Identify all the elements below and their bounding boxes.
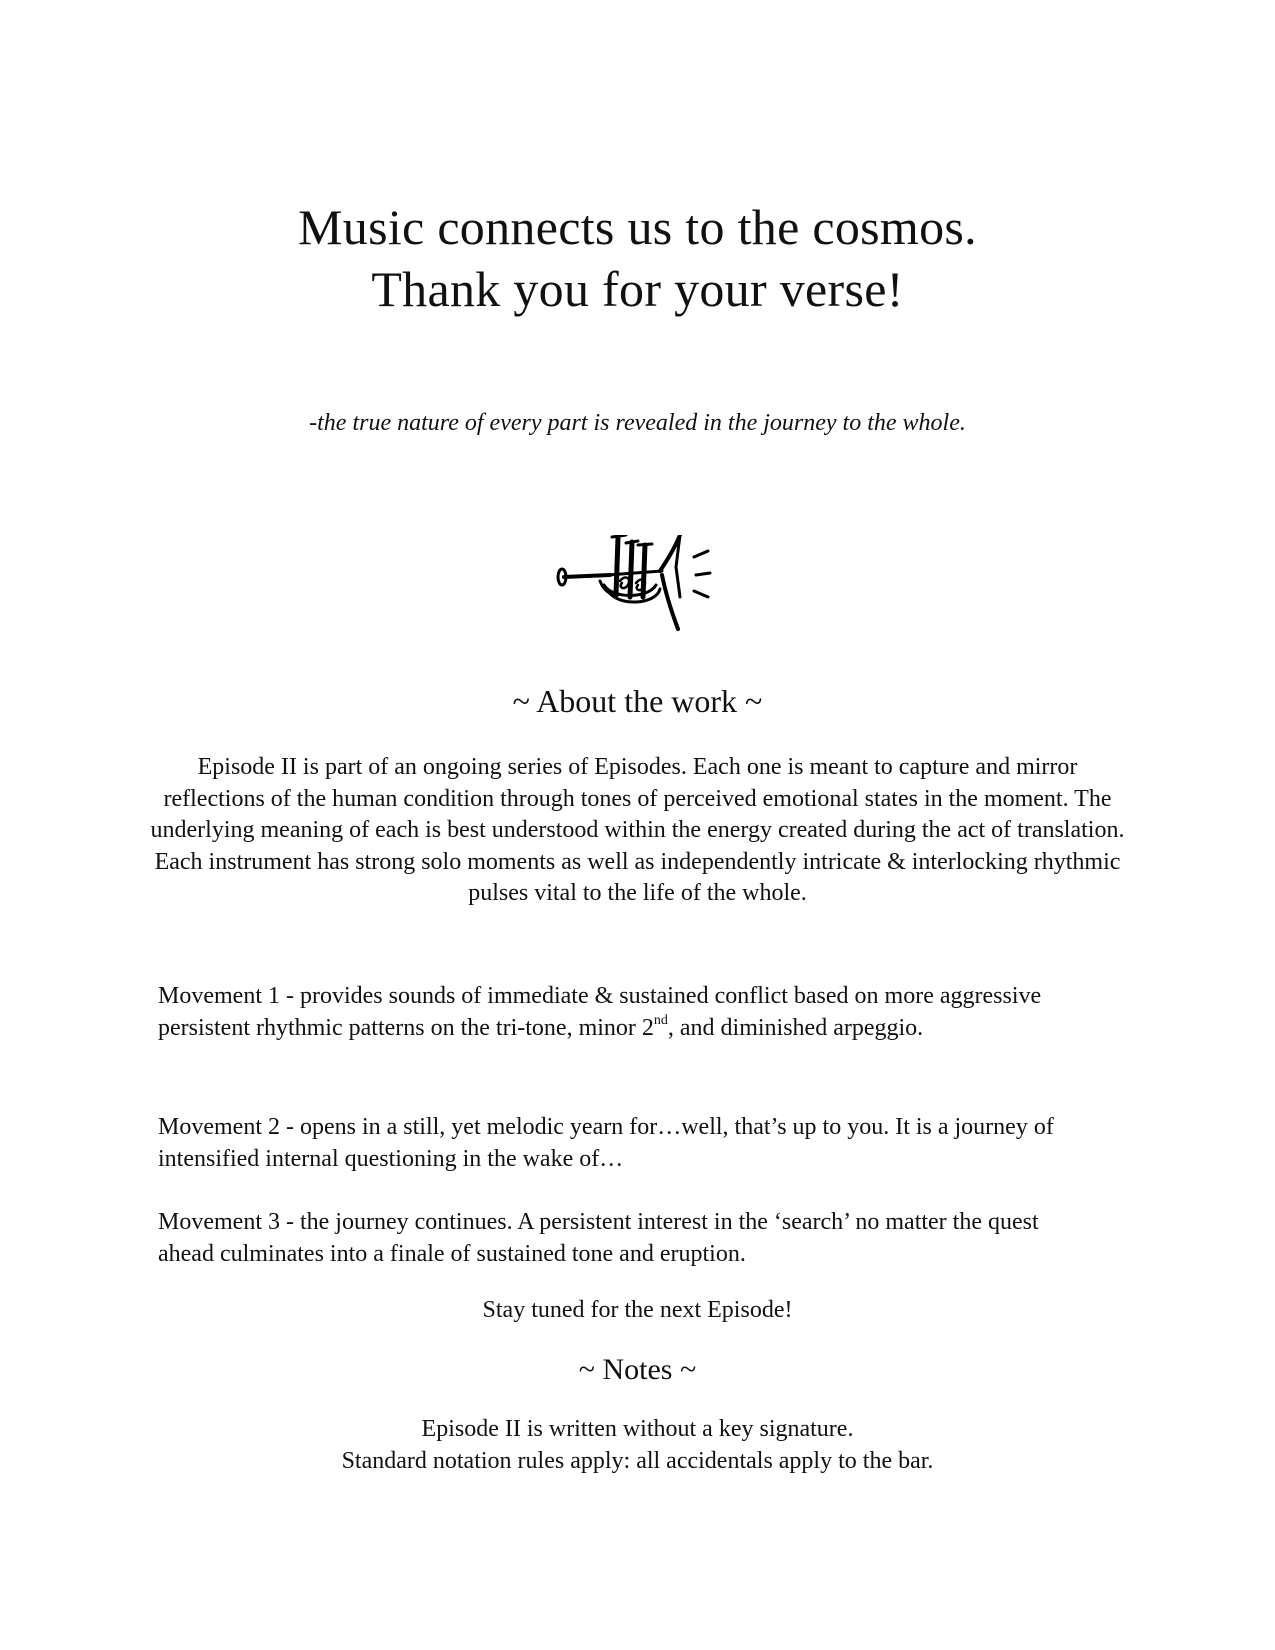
about-intro: Episode II is part of an ongoing series of Episodes. Each one is meant to capture and mirror reflections of the human condition through tones of perceived emotional states in the moment. The underlying meaning of each is best understood within the energy created during the act of translation. Each instrument has strong solo moments as well as independently intricate & interlocking rhythmic pulses vital to the life of the whole. <box>150 754 1125 906</box>
movement-2-text: - opens in a still, yet melodic yearn for…well, that’s up to you. It is a journey of intensified internal questioning in the wake of… <box>158 1114 1054 1172</box>
movement-3-label: Movement 3 <box>158 1209 280 1235</box>
ordinal-superscript: nd <box>653 1013 668 1028</box>
handwritten-trumpet-signature-icon <box>552 535 724 635</box>
headline-line-2: Thank you for your verse! <box>371 261 904 317</box>
notes-heading: ~ Notes ~ <box>578 1353 697 1386</box>
movement-2-label: Movement 2 <box>158 1114 280 1140</box>
movement-2 <box>158 1111 1098 1175</box>
headline-line-1: Music connects us to the cosmos. <box>298 199 977 255</box>
movement-1-text-end: , and diminished arpeggio. <box>667 1015 924 1041</box>
movement-1-text: - provides sounds of immediate & sustained conflict based on more aggressive persistent rhythmic patterns on the tri-tone, minor 2 <box>158 983 1042 1041</box>
movement-3 <box>158 1206 1098 1270</box>
movement-1-label: Movement 1 <box>158 983 280 1009</box>
about-heading: ~ About the work ~ <box>512 683 763 719</box>
notes-body <box>0 1413 1275 1477</box>
tagline: -the true nature of every part is revealed in the journey to the whole. <box>309 410 966 436</box>
movement-1 <box>158 980 1098 1044</box>
closing-line: Stay tuned for the next Episode! <box>482 1297 793 1323</box>
notes-line-1: Episode II is written without a key signature. <box>421 1416 854 1442</box>
headline <box>0 196 1275 320</box>
notes-line-2: Standard notation rules apply: all accidentals apply to the bar. <box>341 1448 934 1474</box>
movement-3-text: - the journey continues. A persistent interest in the ‘search’ no matter the quest ahead culminates into a finale of sustained tone and eruption. <box>158 1209 1039 1267</box>
